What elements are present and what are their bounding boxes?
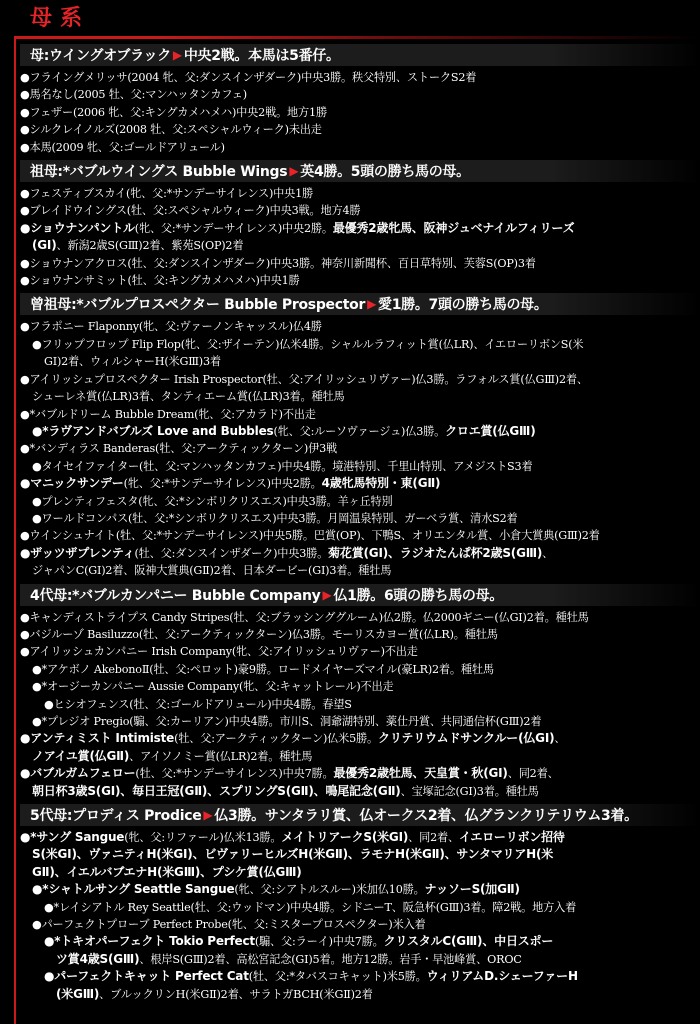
offspring-list (20, 66, 700, 156)
offspring-line (20, 933, 700, 950)
offspring-list (20, 826, 700, 1003)
offspring-line (20, 713, 700, 730)
offspring-line-continuation (20, 562, 700, 579)
dam-name: 母:ウイングオブラック (30, 48, 171, 64)
offspring-line-continuation (20, 846, 700, 863)
highlight-text: クリテリウムドサンクルー(仏GI) (378, 731, 555, 746)
triangle-right-icon: ▶ (172, 48, 182, 62)
line-text: (牡、父:*タバスコキャット)米5勝。 (248, 970, 427, 984)
dam-summary: 仏1勝。6頭の勝ち馬の母。 (333, 587, 504, 604)
offspring-line (20, 968, 700, 985)
dam-summary: 英4勝。5頭の勝ち馬の母。 (300, 164, 470, 181)
line-text: 、根岸S(GⅢ)2着、高松宮記念(GI)5着。地方12勝。岩手・早池峰賞、OROC (139, 952, 522, 966)
offspring-line-continuation (20, 388, 700, 405)
line-text: ●パーフェクトプローブ Perfect Probe(牝、父:ミスタープロスペクター)米入着 (32, 918, 426, 932)
highlight-text: ●バブルガムフェロー (20, 766, 136, 781)
line-text: ●フェザー(2006 牝、父:キングカメハメハ)中央2戦。地方1勝 (20, 105, 327, 119)
line-text: ●フラポニー Flaponny(牝、父:ヴァーノンキャッスル)仏4勝 (20, 320, 322, 334)
offspring-line (20, 899, 700, 916)
dam-summary: 仏3勝。サンタラリ賞、仏オークス2着、仏グランクリテリウム3着。 (214, 808, 638, 825)
offspring-line-continuation (20, 864, 700, 881)
highlight-text: イエローリボン招待 (459, 830, 565, 845)
highlight-text: ●ショウナンパントル (20, 220, 135, 235)
line-text: 、ブルックリンH(米GⅡ)2着、サラトガBCH(米GⅡ)2着 (99, 987, 373, 1001)
highlight-text: クリスタルC(GⅢ)、中日スポー (383, 934, 554, 949)
line-text: ●*レイシアトル Rey Seattle(牡、父:ウッドマン)中央4勝。シドニーT、阪急杯(GⅢ)3着。障2戦。地方入着 (44, 900, 577, 914)
highlight-text: ●ザッツザプレンティ (20, 545, 135, 560)
highlight-text: 最優秀2歳牡馬、天皇賞・秋(GI) (333, 766, 508, 781)
highlight-text: 朝日杯3歳S(GI)、毎日王冠(GⅡ)、スプリングS(GⅡ)、鳴尾記念(GⅡ) (32, 783, 401, 798)
offspring-line (20, 255, 700, 272)
offspring-list (20, 315, 700, 579)
highlight-text: 最優秀2歳牝馬、阪神ジュベナイルフィリーズ (332, 220, 575, 235)
highlight-text: ナッソーS(加GⅡ) (424, 882, 520, 897)
line-text: ●*バブルドリーム Bubble Dream(牝、父:アカラド)不出走 (20, 407, 316, 421)
line-text: ●アイリッシュカンパニー Irish Company(牝、父:アイリッシュリヴァー)不出走 (20, 645, 418, 659)
line-text: 、 (542, 546, 554, 560)
line-text: ●*オージーカンパニー Aussie Company(牝、父:キャットレール)不出走 (32, 680, 394, 694)
line-text: 、同2着、 (507, 767, 559, 781)
offspring-line (20, 185, 700, 202)
line-text: ●馬名なし(2005 牡、父:マンハッタンカフェ) (20, 88, 247, 102)
offspring-line (20, 661, 700, 678)
offspring-line (20, 406, 700, 423)
highlight-text: メイトリアークS(米GI) (281, 830, 409, 845)
line-text: ●シルクレイノルズ(2008 牡、父:スペシャルウィーク)未出走 (20, 123, 322, 137)
line-text: (牝、父:ルーソヴァージュ)仏3勝。 (273, 424, 446, 438)
line-text: (牝、父:*サンデーサイレンス)中央2勝。 (123, 477, 322, 491)
offspring-line (20, 202, 700, 219)
highlight-text: (米GⅢ) (56, 986, 100, 1001)
triangle-right-icon: ▶ (322, 587, 332, 602)
line-text: ●アイリッシュプロスペクター Irish Prospector(牡、父:アイリッシュリヴァー)仏3勝。ラフォルス賞(仏GⅢ)2着、 (20, 372, 588, 386)
offspring-line (20, 881, 700, 898)
line-text: (牝、父:シアトルスルー)米加仏10勝。 (234, 883, 425, 897)
offspring-line (20, 318, 700, 335)
highlight-text: 4歳牝馬特別・東(GⅡ) (321, 476, 441, 491)
section-header (20, 584, 700, 606)
title-underline (14, 36, 700, 39)
highlight-text: ●アンティミスト Intimiste (20, 731, 175, 746)
offspring-line (20, 643, 700, 660)
line-text: ●プレンティフェスタ(牝、父:*シンボリクリスエス)中央3勝。羊ヶ丘特別 (32, 494, 393, 508)
highlight-text: ウィリアムD.シェーファーH (426, 969, 578, 984)
line-text: ●タイセイファイター(牡、父:マンハッタンカフェ)中央4勝。境港特別、千里山特別、アメジストS3着 (32, 459, 533, 473)
offspring-line (20, 626, 700, 643)
offspring-line (20, 678, 700, 695)
triangle-right-icon: ▶ (367, 297, 376, 312)
highlight-text: ●*サング Sangue (20, 830, 125, 845)
line-text: ●ショウナンアクロス(牡、父:ダンスインザダーク)中央3勝。神奈川新聞杯、百日草特別、芙蓉S(OP)3着 (20, 256, 536, 270)
line-text: 、新潟2歳S(GⅢ)2着、紫苑S(OP)2着 (56, 239, 244, 253)
offspring-list (20, 606, 700, 800)
offspring-line (20, 730, 700, 747)
highlight-text: ノアイユ賞(仏GⅡ) (32, 748, 130, 763)
line-text: 、宝塚記念(GI)3着。種牡馬 (400, 784, 539, 798)
dam-name: 4代母:*バブルカンパニー Bubble Company (30, 587, 321, 604)
offspring-line (20, 336, 700, 353)
line-text: ●*アケボノ AkebonoⅡ(牡、父:ペロット)豪9勝。ロードメイヤーズマイル(豪LR)2着。種牡馬 (32, 662, 494, 676)
highlight-text: クロエ賞(仏GⅢ) (445, 423, 536, 438)
dam-name: 5代母:プロディス Prodice (30, 808, 202, 825)
line-text: ●*バンディラス Banderas(牡、父:アークティックターン)伊3戦 (20, 442, 337, 456)
section-header (20, 293, 700, 315)
line-text: ●フェスティブスカイ(牝、父:*サンデーサイレンス)中央1勝 (20, 187, 314, 201)
line-text: (牡、父:ダンスインザダーク)中央3勝。 (134, 546, 329, 560)
line-text: ●ワールドコンパス(牡、父:*シンボリクリスエス)中央3勝。月岡温泉特別、ガーベラ賞、清水S2着 (32, 511, 518, 525)
highlight-text: ●*ラヴアンドバブルズ Love and Bubbles (32, 423, 274, 438)
offspring-line (20, 440, 700, 457)
lineage-section (20, 293, 700, 579)
offspring-line (20, 609, 700, 626)
highlight-text: S(米GI)、ヴァニティH(米GI)、ビヴァリーヒルズH(米GⅡ)、ラモナH(米GⅡ)、サンタマリアH(米 (32, 847, 554, 862)
offspring-line-continuation (20, 748, 700, 765)
offspring-line (20, 423, 700, 440)
section-header (20, 44, 700, 66)
dam-name: 曾祖母:*バブルプロスペクター Bubble Prospector (30, 297, 366, 314)
dam-name: 祖母:*バブルウイングス Bubble Wings (30, 164, 288, 181)
line-text: ●ヒシオフェンス(牡、父:ゴールドアリュール)中央4勝。春望S (44, 697, 352, 711)
lineage-section (20, 44, 700, 156)
offspring-line (20, 86, 700, 103)
offspring-list (20, 182, 700, 289)
offspring-line (20, 69, 700, 86)
left-red-rule (14, 38, 16, 1024)
triangle-right-icon: ▶ (289, 164, 299, 179)
section-header (20, 160, 700, 182)
offspring-line (20, 104, 700, 121)
highlight-text: ●*シャトルサング Seattle Sangue (32, 882, 235, 897)
line-text: シューレネ賞(仏LR)3着、タンティエーム賞(仏LR)3着。種牡馬 (32, 390, 345, 404)
line-text: ●キャンディストライプス Candy Stripes(牡、父:ブラッシンググルーム)仏2勝。仏2000ギニー(仏GI)2着。種牡馬 (20, 610, 589, 624)
line-text: ●フリップフロップ Flip Flop(牝、父:ザイーテン)仏米4勝。シャルルラフィット賞(仏LR)、イエローリボンS(米 (32, 337, 584, 351)
offspring-line-continuation (20, 986, 700, 1003)
line-text: (騸、父:ラーイ)中央7勝。 (254, 935, 384, 949)
pedigree-content (20, 44, 700, 1007)
offspring-line (20, 527, 700, 544)
highlight-text: (GI) (32, 238, 57, 253)
highlight-text: GⅡ)、イエルバブエナH(米GⅢ)、プシケ賞(仏GⅢ) (32, 864, 302, 879)
offspring-line-continuation (20, 237, 700, 254)
line-text: (牡、父:*サンデーサイレンス)中央7勝。 (135, 767, 334, 781)
line-text: ●ショウナンサミット(牡、父:キングカメハメハ)中央1勝 (20, 274, 300, 288)
dam-summary: 中央2戦。本馬は5番仔。 (183, 48, 340, 64)
line-text: 、 (554, 732, 566, 746)
highlight-text: ツ賞4歳S(GⅢ) (56, 951, 140, 966)
offspring-line (20, 121, 700, 138)
highlight-text: ●パーフェクトキャット Perfect Cat (44, 969, 249, 984)
offspring-line (20, 545, 700, 562)
offspring-line (20, 475, 700, 492)
offspring-line-continuation (20, 783, 700, 800)
line-text: ●バジルーゾ Basiluzzo(牡、父:アークティックターン)仏3勝。モーリスカヨー賞(仏LR)。種牡馬 (20, 627, 498, 641)
highlight-text: 菊花賞(GI)、ラジオたんぱ杯2歳S(GⅢ) (328, 545, 543, 560)
line-text: 、アイソノミー賞(仏LR)2着。種牡馬 (129, 749, 313, 763)
page-title: 母系 (30, 6, 91, 31)
offspring-line-continuation (20, 353, 700, 370)
offspring-line-continuation (20, 951, 700, 968)
lineage-section (20, 584, 700, 800)
offspring-line (20, 272, 700, 289)
line-text: ●フライングメリッサ(2004 牝、父:ダンスインザダーク)中央3勝。秩父特別、ストークS2着 (20, 71, 477, 84)
line-text: ●ウインシュナイト(牡、父:*サンデーサイレンス)中央5勝。巴賞(OP)、下鴨S、オリエンタル賞、小倉大賞典(GⅢ)2着 (20, 529, 600, 543)
line-text: (牝、父:*サンデーサイレンス)中央2勝。 (134, 221, 333, 235)
dam-summary: 愛1勝。7頭の勝ち馬の母。 (378, 297, 548, 314)
line-text: 、同2着、 (408, 831, 459, 845)
line-text: ●*プレジオ Pregio(騸、父:カーリアン)中央4勝。市川S、洞爺湖特別、薬仕丹賞、共同通信杯(GⅢ)2着 (32, 715, 542, 728)
line-text: ジャパンC(GI)2着、阪神大賞典(GⅡ)2着、日本ダービー(GI)3着。種牡馬 (32, 564, 392, 578)
line-text: ●ブレイドウイングス(牡、父:スペシャルウィーク)中央3戦。地方4勝 (20, 204, 361, 218)
offspring-line (20, 696, 700, 713)
offspring-line (20, 139, 700, 156)
triangle-right-icon: ▶ (203, 808, 213, 823)
highlight-text: ●マニックサンデー (20, 476, 124, 491)
line-text: ●本馬(2009 牝、父:ゴールドアリュール) (20, 140, 225, 154)
offspring-line (20, 510, 700, 527)
offspring-line (20, 493, 700, 510)
offspring-line (20, 220, 700, 237)
offspring-line (20, 829, 700, 846)
line-text: (牡、父:アークティックターン)仏米5勝。 (174, 732, 379, 746)
section-header (20, 804, 700, 826)
line-text: (牝、父:リファール)仏米13勝。 (124, 831, 282, 845)
lineage-section (20, 160, 700, 289)
lineage-section (20, 804, 700, 1003)
offspring-line (20, 371, 700, 388)
highlight-text: ●*トキオパーフェクト Tokio Perfect (44, 934, 255, 949)
offspring-line (20, 458, 700, 475)
offspring-line (20, 765, 700, 782)
offspring-line (20, 916, 700, 933)
line-text: GI)2着、ウィルシャーH(米GⅢ)3着 (44, 355, 221, 369)
